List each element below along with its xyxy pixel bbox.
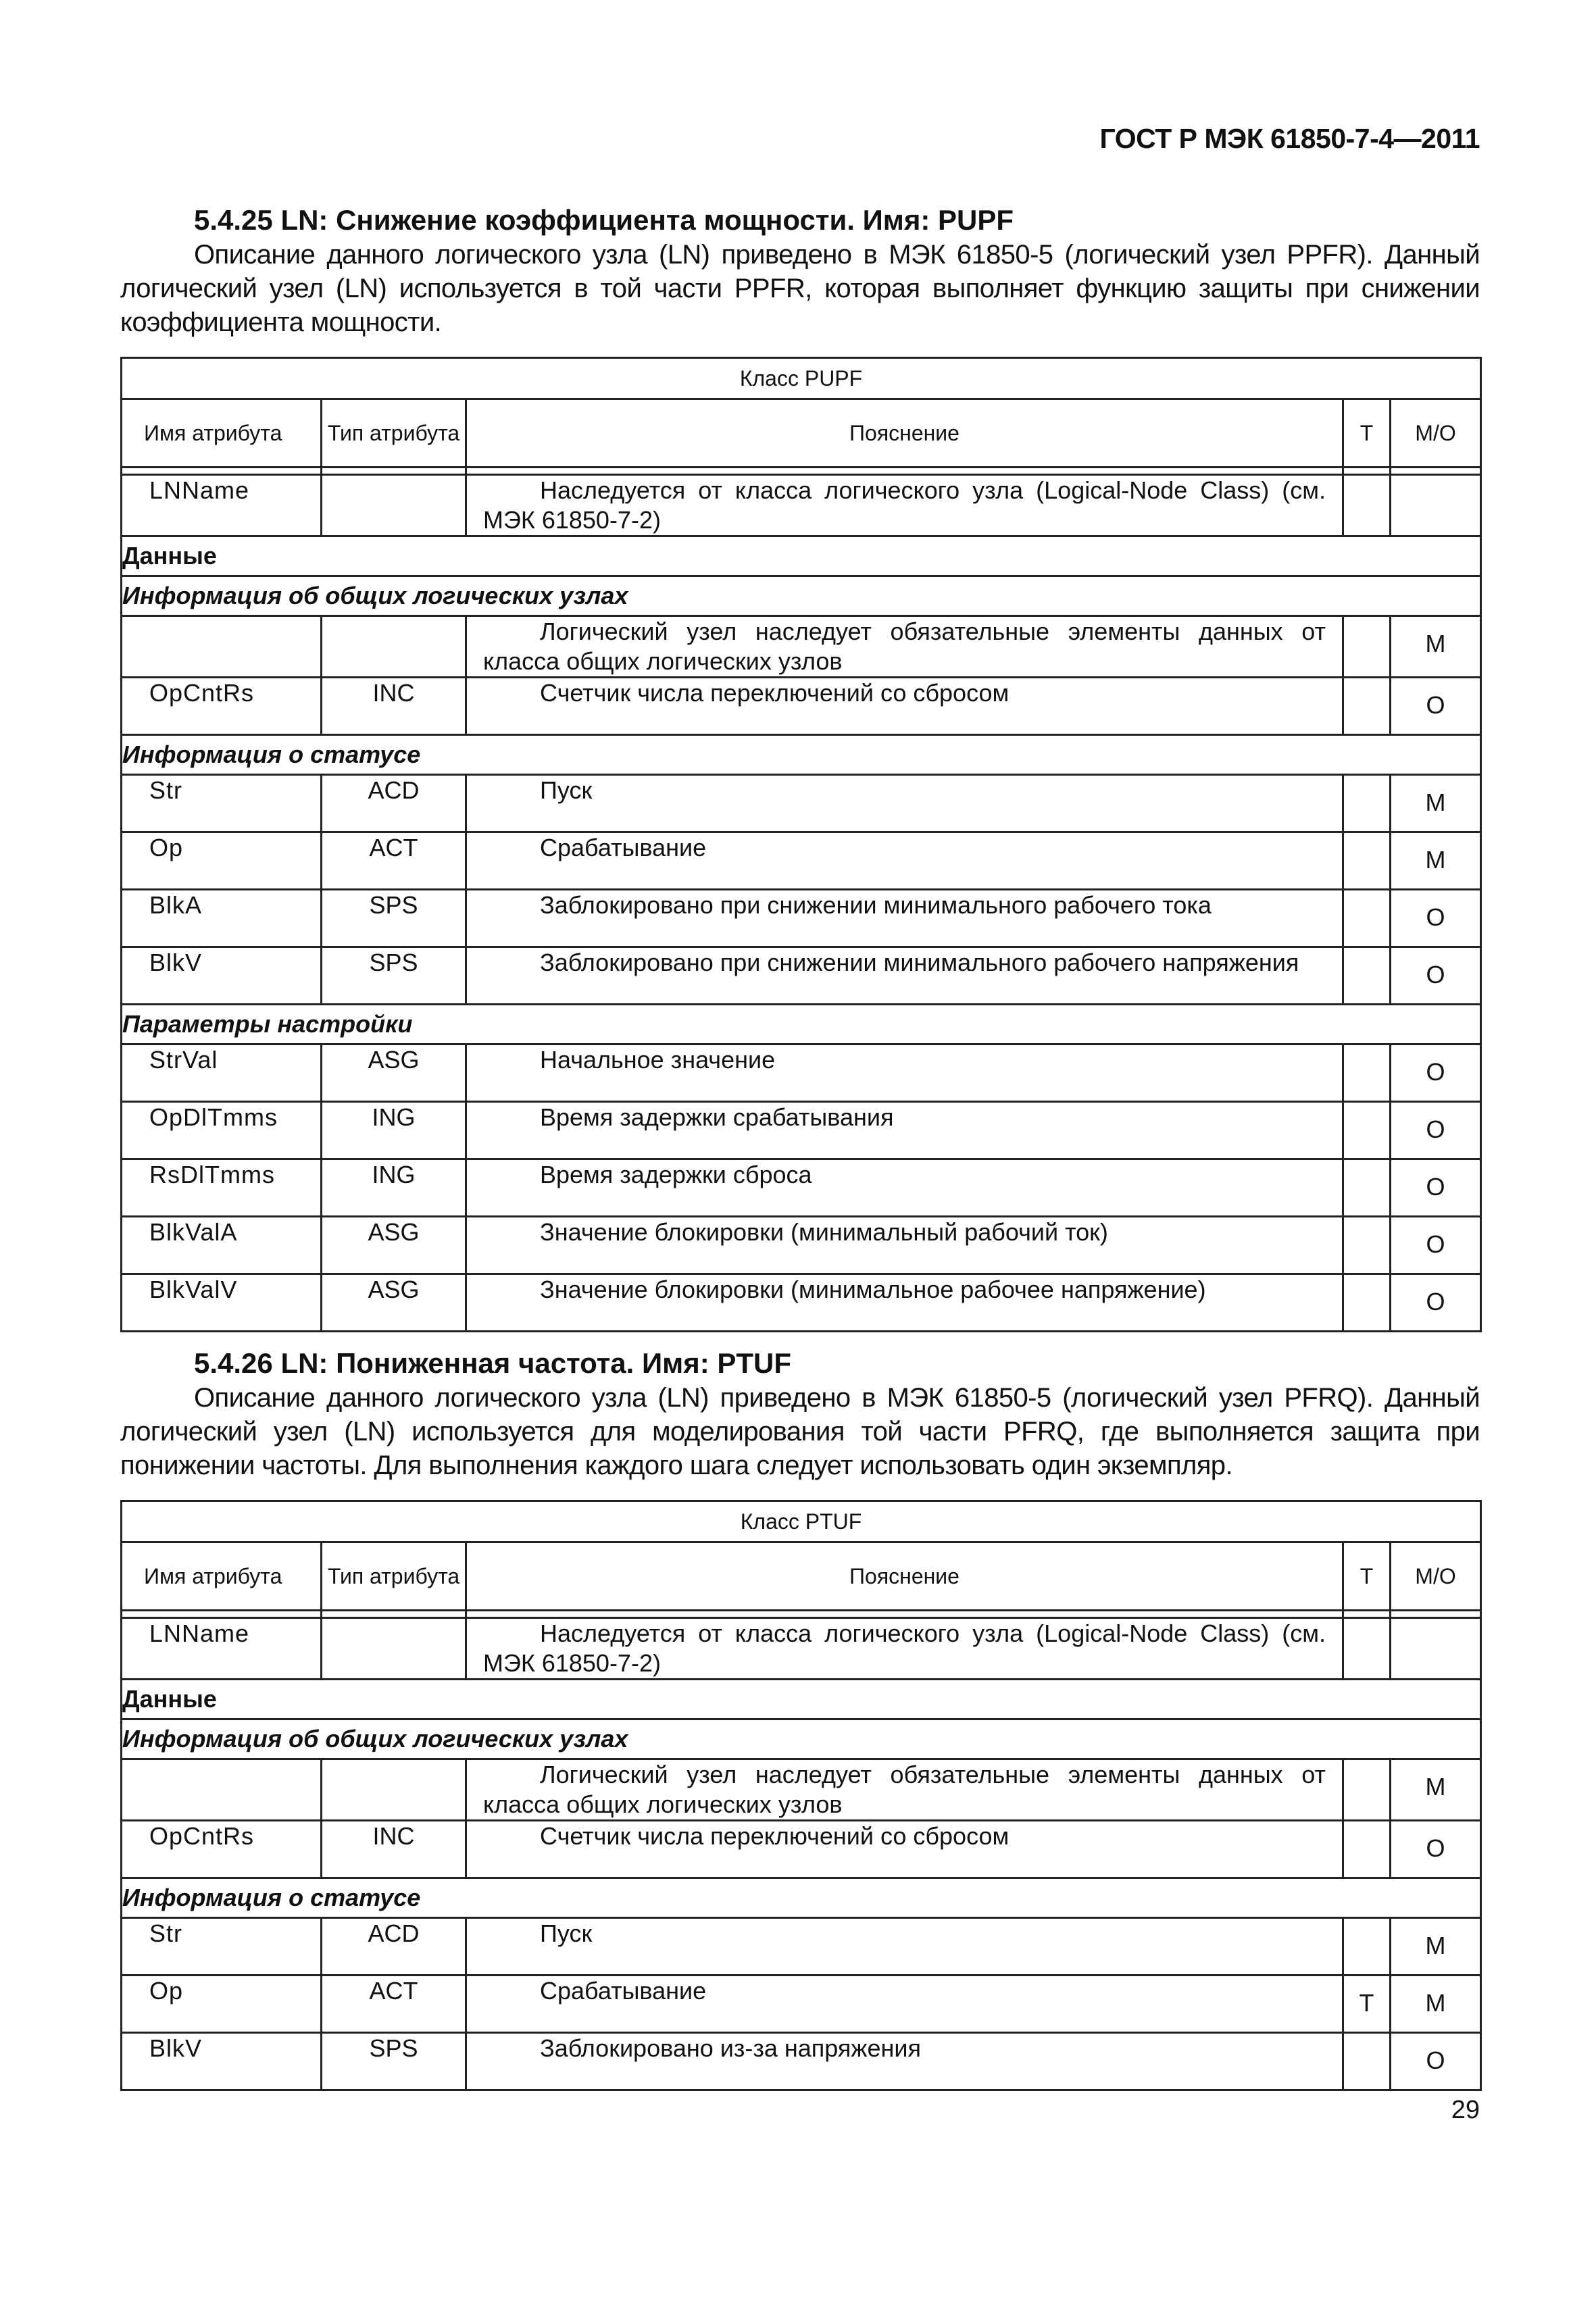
attribute-t (1343, 1274, 1391, 1332)
attribute-t (1343, 678, 1391, 735)
attribute-description (466, 1045, 1343, 1102)
attribute-name: LNName (122, 1618, 322, 1680)
table-row (122, 616, 1481, 678)
table-header-row (122, 1542, 1481, 1611)
table-header-row (122, 399, 1481, 468)
attribute-mo: O (1391, 1102, 1481, 1159)
section-description: Описание данного логического узла (LN) приведено в МЭК 61850-5 (логический узел PPFR). Данный логический узел (LN) используется в той части PPFR, которая выполняет функцию защиты при снижении коэффициента мощности. (120, 240, 1480, 337)
attribute-description (466, 1217, 1343, 1274)
description-text: Срабатывание (540, 1977, 707, 2005)
section-description: Описание данного логического узла (LN) приведено в МЭК 61850-5 (логический узел PFRQ). Данный логический узел (LN) используется для моделирования той части PFRQ, где выполняется защита при понижении частоты. Для выполнения каждого шага следует использовать один экземпляр. (120, 1383, 1480, 1480)
description-text: Пуск (540, 776, 593, 804)
table-caption-row (122, 1501, 1481, 1542)
table-row (122, 775, 1481, 832)
column-header-description: Пояснение (466, 399, 1343, 468)
attribute-mo: O (1391, 678, 1481, 735)
document-id: ГОСТ Р МЭК 61850-7-4—2011 (1099, 123, 1480, 154)
column-header-name: Имя атрибута (122, 1542, 322, 1611)
separator-cell (466, 468, 1343, 475)
attribute-mo: O (1391, 1045, 1481, 1102)
separator-cell (1343, 468, 1391, 475)
separator-cell (1391, 1611, 1481, 1618)
attribute-type: ACT (322, 832, 466, 890)
attribute-type: SPS (322, 947, 466, 1005)
attribute-mo: O (1391, 1274, 1481, 1332)
column-header-type: Тип атрибута (322, 1542, 466, 1611)
table-caption-row (122, 358, 1481, 399)
attribute-name: Str (122, 775, 322, 832)
table-row (122, 1045, 1481, 1102)
description-text: Логический узел наследует обязательные элементы данных от класса общих логических узлов (483, 1761, 1326, 1818)
section-ptuf (120, 1346, 1480, 2091)
table-row (122, 475, 1481, 536)
attribute-t (1343, 1918, 1391, 1976)
attribute-type: SPS (322, 890, 466, 947)
attribute-description (466, 1618, 1343, 1680)
table-row (122, 1821, 1481, 1878)
attribute-description (466, 1821, 1343, 1878)
description-text: Логический узел наследует обязательные элементы данных от класса общих логических узлов (483, 618, 1326, 675)
table-group-row (122, 576, 1481, 616)
separator-cell (322, 1611, 466, 1618)
description-text: Заблокировано из-за напряжения (540, 2034, 921, 2062)
group-label: Данные (122, 536, 1481, 576)
attribute-name: LNName (122, 475, 322, 536)
attribute-table (120, 1500, 1482, 2091)
attribute-t (1343, 2033, 1391, 2090)
table-group-row (122, 536, 1481, 576)
attribute-description (466, 678, 1343, 735)
description-text: Наследуется от класса логического узла (Logical-Node Class) (см. МЭК 61850-7-2) (483, 1619, 1326, 1677)
attribute-mo (1391, 1618, 1481, 1680)
description-text: Заблокировано при снижении минимального рабочего напряжения (540, 949, 1299, 976)
attribute-mo: M (1391, 832, 1481, 890)
attribute-type: ACD (322, 1918, 466, 1976)
attribute-t (1343, 1217, 1391, 1274)
description-text: Срабатывание (540, 834, 707, 861)
separator-cell (122, 1611, 322, 1618)
description-text: Начальное значение (540, 1046, 776, 1074)
attribute-type: INC (322, 678, 466, 735)
header-separator (122, 1611, 1481, 1618)
section-heading: 5.4.26 LN: Пониженная частота. Имя: PTUF (194, 1347, 792, 1379)
attribute-mo: O (1391, 1821, 1481, 1878)
attribute-name: StrVal (122, 1045, 322, 1102)
attribute-t (1343, 1618, 1391, 1680)
attribute-type: ACT (322, 1976, 466, 2033)
attribute-name: Op (122, 1976, 322, 2033)
separator-cell (1343, 1611, 1391, 1618)
group-label: Данные (122, 1680, 1481, 1719)
attribute-type (322, 475, 466, 536)
section-pupf (120, 203, 1480, 1332)
attribute-type (322, 616, 466, 678)
table-caption: Класс PTUF (122, 1501, 1481, 1542)
attribute-type: ASG (322, 1045, 466, 1102)
attribute-mo: O (1391, 1217, 1481, 1274)
attribute-description (466, 475, 1343, 536)
attribute-mo: O (1391, 2033, 1481, 2090)
description-text: Пуск (540, 1919, 593, 1947)
column-header-t: T (1343, 1542, 1391, 1611)
table-group-row (122, 1005, 1481, 1045)
attribute-t (1343, 890, 1391, 947)
attribute-name: BlkValV (122, 1274, 322, 1332)
table-group-row (122, 1680, 1481, 1719)
attribute-t (1343, 475, 1391, 536)
attribute-type: ING (322, 1159, 466, 1217)
table-row (122, 1274, 1481, 1332)
group-label: Параметры настройки (122, 1005, 1481, 1045)
attribute-type (322, 1759, 466, 1821)
attribute-name: BlkV (122, 947, 322, 1005)
attribute-description (466, 947, 1343, 1005)
table-row (122, 1159, 1481, 1217)
attribute-t (1343, 616, 1391, 678)
attribute-t (1343, 1159, 1391, 1217)
attribute-type: SPS (322, 2033, 466, 2090)
table-caption: Класс PUPF (122, 358, 1481, 399)
description-text: Наследуется от класса логического узла (Logical-Node Class) (см. МЭК 61850-7-2) (483, 476, 1326, 534)
header-separator (122, 468, 1481, 475)
separator-cell (466, 1611, 1343, 1618)
attribute-description (466, 1918, 1343, 1976)
attribute-type: ASG (322, 1217, 466, 1274)
attribute-description (466, 1274, 1343, 1332)
column-header-mo: M/O (1391, 399, 1481, 468)
attribute-description (466, 616, 1343, 678)
table-group-row (122, 735, 1481, 775)
attribute-name: Op (122, 832, 322, 890)
attribute-description (466, 1159, 1343, 1217)
section-heading: 5.4.25 LN: Снижение коэффициента мощности. Имя: PUPF (194, 204, 1014, 236)
attribute-t (1343, 832, 1391, 890)
table-row (122, 890, 1481, 947)
attribute-description (466, 890, 1343, 947)
attribute-t (1343, 947, 1391, 1005)
table-row (122, 2033, 1481, 2090)
attribute-description (466, 1759, 1343, 1821)
column-header-type: Тип атрибута (322, 399, 466, 468)
separator-cell (1391, 468, 1481, 475)
attribute-t (1343, 1102, 1391, 1159)
attribute-t (1343, 1045, 1391, 1102)
attribute-t (1343, 775, 1391, 832)
group-label: Информация об общих логических узлах (122, 576, 1481, 616)
attribute-name: RsDlTmms (122, 1159, 322, 1217)
attribute-name: BlkValA (122, 1217, 322, 1274)
attribute-name: OpCntRs (122, 678, 322, 735)
table-row (122, 678, 1481, 735)
attribute-table (120, 357, 1482, 1332)
column-header-mo: M/O (1391, 1542, 1481, 1611)
column-header-description: Пояснение (466, 1542, 1343, 1611)
description-text: Заблокировано при снижении минимального рабочего тока (540, 891, 1212, 919)
description-text: Значение блокировки (минимальный рабочий ток) (540, 1218, 1108, 1246)
attribute-description (466, 832, 1343, 890)
attribute-t: T (1343, 1976, 1391, 2033)
attribute-type: ACD (322, 775, 466, 832)
attribute-mo: O (1391, 890, 1481, 947)
description-text: Время задержки сброса (540, 1161, 812, 1188)
attribute-name: BlkV (122, 2033, 322, 2090)
column-header-t: T (1343, 399, 1391, 468)
table-row (122, 947, 1481, 1005)
group-label: Информация о статусе (122, 735, 1481, 775)
attribute-name (122, 616, 322, 678)
group-label: Информация о статусе (122, 1878, 1481, 1918)
attribute-name: Str (122, 1918, 322, 1976)
table-row (122, 832, 1481, 890)
attribute-description (466, 1102, 1343, 1159)
attribute-t (1343, 1821, 1391, 1878)
attribute-mo: O (1391, 947, 1481, 1005)
table-row (122, 1759, 1481, 1821)
attribute-mo (1391, 475, 1481, 536)
table-group-row (122, 1878, 1481, 1918)
attribute-type: ING (322, 1102, 466, 1159)
attribute-description (466, 2033, 1343, 2090)
table-row (122, 1217, 1481, 1274)
description-text: Время задержки срабатывания (540, 1103, 894, 1131)
group-label: Информация об общих логических узлах (122, 1719, 1481, 1759)
attribute-type: INC (322, 1821, 466, 1878)
description-text: Счетчик числа переключений со сбросом (540, 1822, 1009, 1850)
description-text: Счетчик числа переключений со сбросом (540, 679, 1009, 707)
attribute-mo: M (1391, 775, 1481, 832)
attribute-mo: M (1391, 1976, 1481, 2033)
attribute-name: BlkA (122, 890, 322, 947)
attribute-mo: O (1391, 1159, 1481, 1217)
description-text: Значение блокировки (минимальное рабочее напряжение) (540, 1276, 1206, 1303)
attribute-type: ASG (322, 1274, 466, 1332)
attribute-mo: M (1391, 616, 1481, 678)
attribute-type (322, 1618, 466, 1680)
attribute-name: OpCntRs (122, 1821, 322, 1878)
table-group-row (122, 1719, 1481, 1759)
attribute-t (1343, 1759, 1391, 1821)
attribute-description (466, 775, 1343, 832)
column-header-name: Имя атрибута (122, 399, 322, 468)
table-row (122, 1102, 1481, 1159)
attribute-name: OpDlTmms (122, 1102, 322, 1159)
separator-cell (322, 468, 466, 475)
table-row (122, 1918, 1481, 1976)
attribute-mo: M (1391, 1759, 1481, 1821)
attribute-description (466, 1976, 1343, 2033)
attribute-name (122, 1759, 322, 1821)
attribute-mo: M (1391, 1918, 1481, 1976)
table-row (122, 1618, 1481, 1680)
page-number: 29 (1451, 2096, 1480, 2124)
table-row (122, 1976, 1481, 2033)
separator-cell (122, 468, 322, 475)
